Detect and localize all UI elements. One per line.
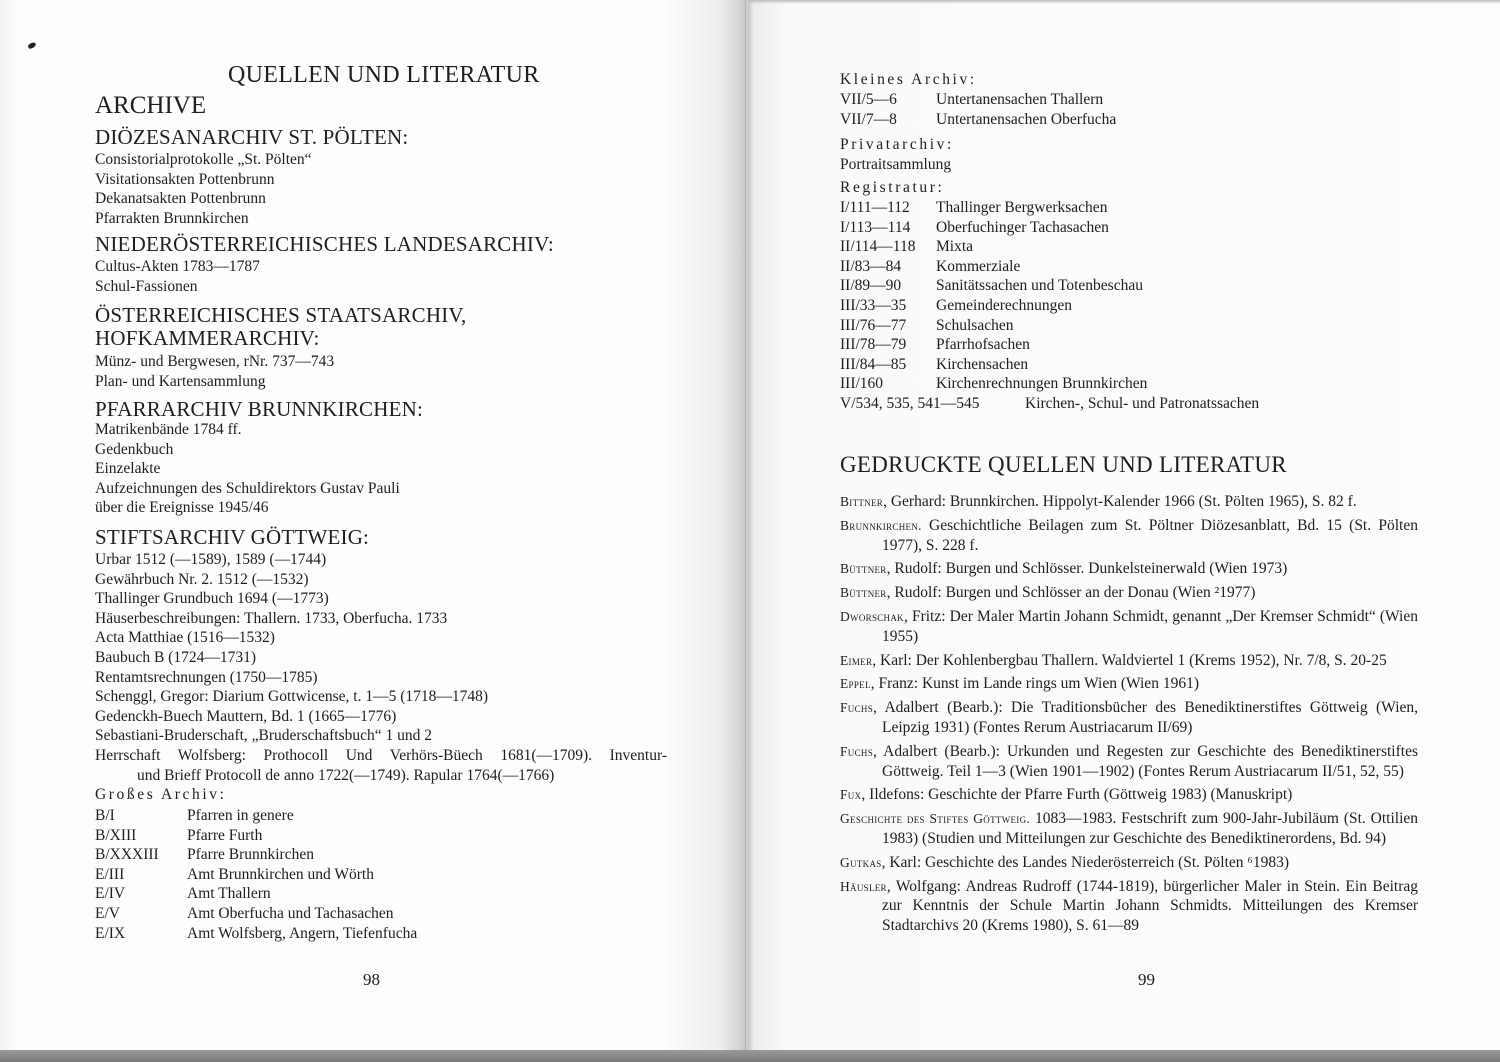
archive-items-staatsarchiv <box>95 352 334 391</box>
archive-item: Aufzeichnungen des Schuldirektors Gustav Pauli <box>95 479 400 497</box>
signature: III/84—85 <box>840 355 907 373</box>
author: Geschichte des Stiftes Göttweig. <box>840 811 1031 827</box>
table-row <box>840 218 1259 238</box>
signature: VII/7—8 <box>840 110 897 128</box>
archive-item: Münz- und Bergwesen, rNr. 737—743 <box>95 353 335 370</box>
description: Amt Brunnkirchen und Wörth <box>187 865 374 883</box>
archive-item: Plan- und Kartensammlung <box>95 372 266 390</box>
archive-item: Sebastiani-Bruderschaft, „Bruderschaftsbuch“ 1 und 2 <box>95 727 433 745</box>
archive-item-herrschaft-line2: und Brieff Protocoll de anno 1722(—1749). Rapular 1764(—1766) <box>137 766 555 784</box>
signature: VII/5—6 <box>840 91 897 108</box>
table-row <box>840 257 1259 277</box>
archive-items-landesarchiv <box>95 257 260 296</box>
citation: , Rudolf: Burgen und Schlösser an der Donau (Wien ²1977) <box>886 584 1256 602</box>
author: Fuchs <box>840 700 874 716</box>
archive-item: Consistorialprotokolle „St. Pölten“ <box>95 151 312 168</box>
description: Mixta <box>936 238 974 256</box>
archive-heading-landesarchiv: NIEDERÖSTERREICHISCHES LANDESARCHIV: <box>95 232 554 256</box>
table-row <box>95 865 417 885</box>
table-row <box>840 296 1259 316</box>
archive-item: Baubuch B (1724—1731) <box>95 648 257 666</box>
author: Eimer <box>840 652 873 668</box>
description: Untertanensachen Oberfucha <box>936 110 1117 128</box>
table-row <box>840 276 1259 296</box>
table-row <box>95 904 417 924</box>
signature: II/89—90 <box>840 277 902 295</box>
grosses-archiv-table <box>95 806 417 943</box>
archive-item: Thallinger Grundbuch 1694 (—1773) <box>95 590 329 608</box>
bibliography-entry <box>840 853 1418 873</box>
description: Kirchensachen <box>936 355 1029 373</box>
citation: , Rudolf: Burgen und Schlösser. Dunkelsteinerwald (Wien 1973) <box>886 560 1288 578</box>
author: Gutkas <box>840 854 882 870</box>
section-heading-printed-sources: GEDRUCKTE QUELLEN UND LITERATUR <box>840 452 1287 477</box>
description: Amt Thallern <box>187 885 271 903</box>
bibliography-entry <box>840 785 1418 805</box>
archive-item: Dekanatsakten Pottenbrunn <box>95 190 266 208</box>
subsection-label-grosses-archiv: Großes Archiv: <box>95 786 227 803</box>
page-number-right: 99 <box>1138 970 1155 989</box>
archive-item: über die Ereignisse 1945/46 <box>95 499 269 517</box>
description: Pfarre Brunnkirchen <box>187 846 314 864</box>
signature: II/83—84 <box>840 257 902 275</box>
archive-heading-stiftsarchiv: STIFTSARCHIV GÖTTWEIG: <box>95 525 370 549</box>
signature: III/78—79 <box>840 336 907 354</box>
archive-item: Pfarrakten Brunnkirchen <box>95 209 249 227</box>
bibliography-entry <box>840 742 1418 782</box>
author: Dworschak <box>840 608 904 624</box>
archive-heading-dioezesanarchiv: DIÖZESANARCHIV ST. PÖLTEN: <box>95 125 409 149</box>
table-row <box>840 335 1259 355</box>
description: Untertanensachen Thallern <box>936 91 1104 108</box>
table-row <box>95 806 417 826</box>
bibliography-entry <box>840 583 1418 603</box>
bibliography-entry <box>840 559 1418 579</box>
signature: III/76—77 <box>840 316 907 334</box>
table-row <box>840 374 1259 394</box>
archive-item: Rentamtsrechnungen (1750—1785) <box>95 668 318 686</box>
book-spine <box>745 0 749 1052</box>
bibliography-list <box>840 492 1418 940</box>
signature: I/111—112 <box>840 199 910 216</box>
bibliography-entry <box>840 516 1418 556</box>
bibliography-entry <box>840 877 1418 936</box>
author: Fux <box>840 787 862 803</box>
author: Büttner <box>840 585 887 601</box>
archive-heading-staatsarchiv-line2: HOFKAMMERARCHIV: <box>95 326 320 350</box>
citation: , Karl: Geschichte des Landes Niederösterreich (St. Pölten ⁶1983) <box>881 853 1289 871</box>
author: Häusler <box>840 878 887 894</box>
signature: II/114—118 <box>840 238 916 256</box>
description: Amt Wolfsberg, Angern, Tiefenfucha <box>187 924 418 942</box>
table-row <box>840 198 1259 218</box>
archive-item: Häuserbeschreibungen: Thallern. 1733, Oberfucha. 1733 <box>95 609 448 627</box>
author: Bittner <box>840 494 884 509</box>
archive-item-herrschaft-line1: Herrschaft Wolfsberg: Prothocoll Und Verhörs-Büech 1681(—1709). Inventur- <box>95 746 667 764</box>
signature: V/534, 535, 541—545 <box>840 394 980 412</box>
page-number-left: 98 <box>363 970 380 989</box>
signature: E/III <box>95 865 125 883</box>
citation: 1083—1983. Festschrift zum 900-Jahr-Jubiläum (St. Ottilien 1983) (Studien und Mitteilungen zur Geschichte des Benediktinerordens, Bd. 94) <box>882 810 1419 847</box>
signature: B/XIII <box>95 826 137 844</box>
citation: Geschichtliche Beilagen zum St. Pöltner Diözesanblatt, Bd. 15 (St. Pölten 1977), S. 228 f. <box>882 516 1418 554</box>
archive-item: Cultus-Akten 1783—1787 <box>95 258 260 275</box>
bibliography-entry <box>840 674 1418 694</box>
archive-item: Urbar 1512 (—1589), 1589 (—1744) <box>95 551 327 568</box>
archive-heading-pfarrarchiv: PFARRARCHIV BRUNNKIRCHEN: <box>95 397 424 421</box>
signature: B/I <box>95 807 115 824</box>
archive-item: Matrikenbände 1784 ff. <box>95 421 242 438</box>
table-row <box>840 355 1259 375</box>
citation: , Wolfgang: Andreas Rudroff (1744-1819), bürgerlicher Maler in Stein. Ein Beitrag zur Kenntnis der Schule Martin Johann Schmidts. Mitteilungen des Kremser Stadtarchivs 20 (Krems 1980), S. 61—89 <box>882 877 1418 935</box>
signature: I/113—114 <box>840 218 911 236</box>
author: Fuchs <box>840 743 874 759</box>
table-row <box>95 884 417 904</box>
archive-item: Schenggl, Gregor: Diarium Gottwicense, t. 1—5 (1718—1748) <box>95 688 489 706</box>
table-row <box>95 924 417 944</box>
description: Pfarrhofsachen <box>936 336 1030 354</box>
signature: E/V <box>95 904 120 922</box>
description: Sanitätssachen und Totenbeschau <box>936 277 1143 295</box>
table-row <box>95 845 417 865</box>
citation: , Franz: Kunst im Lande rings um Wien (Wien 1961) <box>870 675 1199 693</box>
description: Kirchenrechnungen Brunnkirchen <box>936 375 1148 393</box>
citation: , Fritz: Der Maler Martin Johann Schmidt, genannt „Der Kremser Schmidt“ (Wien 1955) <box>882 607 1418 645</box>
description: Pfarre Furth <box>187 826 263 844</box>
archive-item: Gewährbuch Nr. 2. 1512 (—1532) <box>95 570 309 588</box>
bibliography-entry <box>840 698 1418 738</box>
author: Büttner <box>840 561 887 577</box>
description: Thallinger Bergwerksachen <box>936 199 1108 216</box>
archive-item: Schul-Fassionen <box>95 277 198 295</box>
description: Gemeinderechnungen <box>936 296 1072 314</box>
signature: B/XXXIII <box>95 846 159 864</box>
subsection-label-privatarchiv: Privatarchiv: <box>840 136 954 153</box>
bibliography-entry <box>840 651 1418 671</box>
description: Schulsachen <box>936 316 1014 334</box>
citation: , Adalbert (Bearb.): Urkunden und Regesten zur Geschichte des Benediktinerstiftes Göttweig. Teil 1—3 (Wien 1901—1902) (Fontes Rerum Austriacarum II/51, 52, 55) <box>873 742 1418 780</box>
author: Brunnkirchen. <box>840 517 922 533</box>
citation: , Ildefons: Geschichte der Pfarre Furth (Göttweig 1983) (Manuskript) <box>861 786 1293 804</box>
scanner-bottom-edge <box>0 1050 1500 1062</box>
description: Pfarren in genere <box>187 807 294 824</box>
privatarchiv-item: Portraitsammlung <box>840 156 952 173</box>
signature: E/IV <box>95 885 126 903</box>
archive-items-dioezesanarchiv <box>95 150 312 228</box>
table-row <box>840 90 1116 110</box>
subsection-label-registratur: Registratur: <box>840 179 945 196</box>
kleines-archiv-table <box>840 90 1116 129</box>
bibliography-entry <box>840 607 1418 647</box>
signature: E/IX <box>95 924 126 942</box>
page-title: QUELLEN UND LITERATUR <box>228 62 540 88</box>
bibliography-entry <box>840 809 1418 849</box>
citation: , Karl: Der Kohlenbergbau Thallern. Waldviertel 1 (Krems 1952), Nr. 7/8, S. 20-25 <box>872 651 1387 669</box>
citation: , Adalbert (Bearb.): Die Traditionsbücher des Benediktinerstiftes Göttweig (Wien, Leipzig 1931) (Fontes Rerum Austriacarum II/69) <box>873 699 1418 736</box>
archive-item: Gedenkbuch <box>95 440 174 458</box>
archive-items-stiftsarchiv <box>95 550 667 785</box>
table-row <box>95 826 417 846</box>
table-row <box>840 110 1116 130</box>
table-row <box>840 316 1259 336</box>
signature: III/160 <box>840 375 884 393</box>
archive-item: Einzelakte <box>95 460 161 478</box>
section-heading-archive: ARCHIVE <box>95 92 207 119</box>
subsection-label-kleines-archiv: Kleines Archiv: <box>840 71 977 88</box>
archive-heading-staatsarchiv-line1: ÖSTERREICHISCHES STAATSARCHIV, <box>95 303 467 327</box>
author: Eppel <box>840 676 871 692</box>
description: Amt Oberfucha und Tachasachen <box>187 904 394 922</box>
registratur-table <box>840 198 1259 414</box>
archive-item: Visitationsakten Pottenbrunn <box>95 170 275 188</box>
description: Kirchen-, Schul- und Patronatssachen <box>1025 394 1260 412</box>
archive-items-pfarrarchiv <box>95 420 400 518</box>
table-row <box>840 394 1259 414</box>
table-row <box>840 237 1259 257</box>
citation: , Gerhard: Brunnkirchen. Hippolyt-Kalender 1966 (St. Pölten 1965), S. 82 f. <box>883 493 1357 510</box>
archive-item: Acta Matthiae (1516—1532) <box>95 629 275 647</box>
page-top-shadow <box>748 0 1500 4</box>
archive-item: Gedenckh-Buech Mauttern, Bd. 1 (1665—1776) <box>95 707 397 725</box>
description: Kommerziale <box>936 257 1021 275</box>
signature: III/33—35 <box>840 296 907 314</box>
description: Oberfuchinger Tachasachen <box>936 218 1109 236</box>
bibliography-entry <box>840 492 1418 512</box>
